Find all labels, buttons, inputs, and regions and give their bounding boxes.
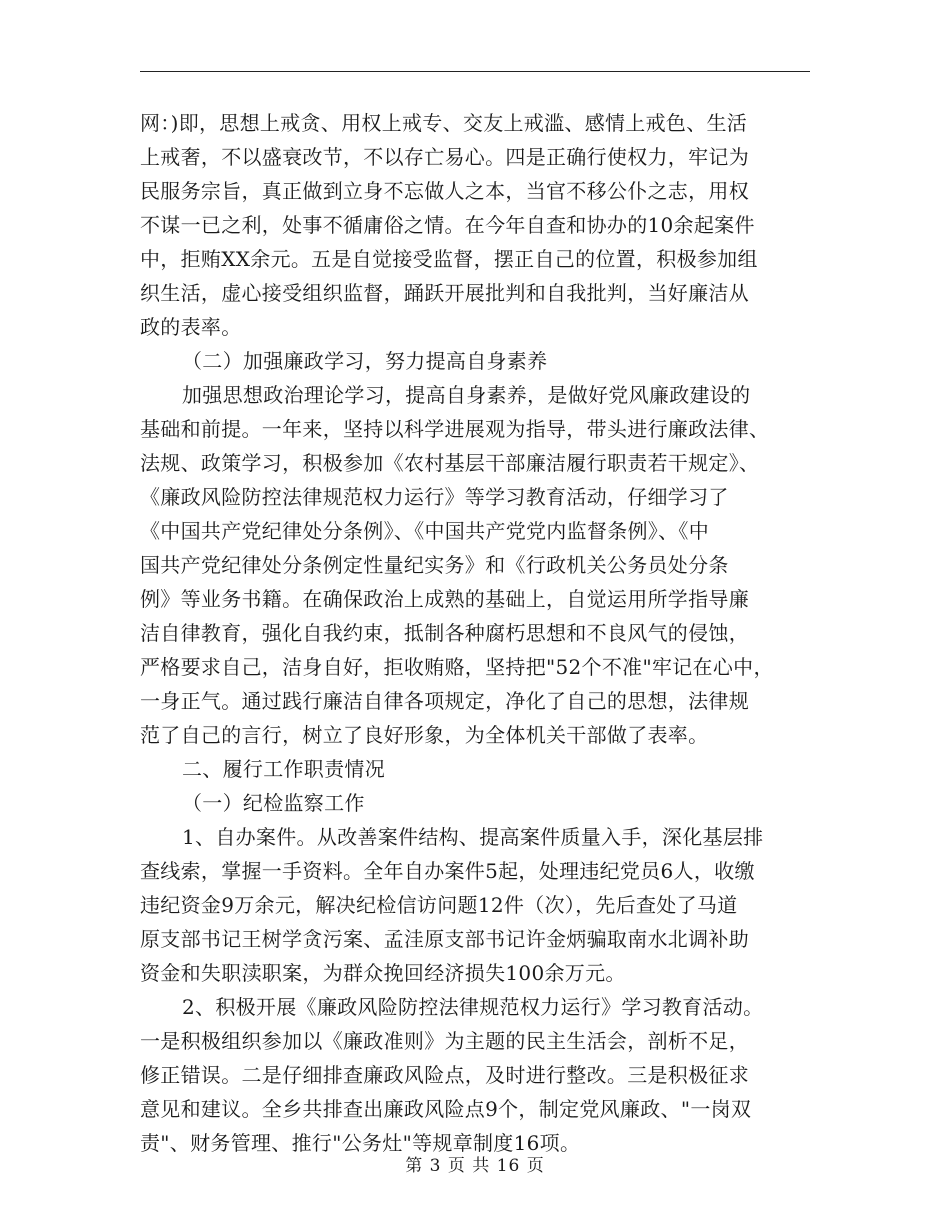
text-line: 洁自律教育，强化自我约束，抵制各种腐朽思想和不良风气的侵蚀， xyxy=(140,621,749,645)
page-number-footer: 第 3 页 共 16 页 xyxy=(405,1156,545,1176)
text-line: 法规、政策学习，积极参加《农村基层干部廉洁履行职责若干规定》、 xyxy=(140,451,760,475)
text-line: 不谋一已之利，处事不循庸俗之情。在今年自查和协办的10余起案件 xyxy=(140,213,755,237)
text-line: （一）纪检监察工作 xyxy=(182,791,365,815)
text-line: 修正错误。二是仔细排查廉政风险点，及时进行整改。三是积极征求 xyxy=(140,1063,749,1087)
text-line: 国共产党纪律处分条例定性量纪实务》和《行政机关公务员处分条 xyxy=(140,553,729,577)
text-line: 原支部书记王树学贪污案、孟洼原支部书记许金炳骗取南水北调补助 xyxy=(140,927,749,951)
text-line: 例》等业务书籍。在确保政治上成熟的基础上，自觉运用所学指导廉 xyxy=(140,587,749,611)
text-line: 一身正气。通过践行廉洁自律各项规定，净化了自己的思想，法律规 xyxy=(140,689,749,713)
header-rule xyxy=(140,71,810,72)
text-line: 查线索，掌握一手资料。全年自办案件5起，处理违纪党员6人，收缴 xyxy=(140,859,755,883)
text-line: 《廉政风险防控法律规范权力运行》等学习教育活动，仔细学习了 xyxy=(140,485,729,509)
text-line: 加强思想政治理论学习，提高自身素养，是做好党风廉政建设的 xyxy=(182,383,751,407)
text-line: 民服务宗旨，真正做到立身不忘做人之本，当官不移公仆之志，用权 xyxy=(140,179,749,203)
text-line: （二）加强廉政学习，努力提高自身素养 xyxy=(182,349,548,373)
text-line: 上戒奢，不以盛衰改节，不以存亡易心。四是正确行使权力，牢记为 xyxy=(140,145,749,169)
text-line: 织生活，虚心接受组织监督，踊跃开展批判和自我批判，当好廉洁从 xyxy=(140,281,749,305)
text-line: 违纪资金9万余元，解决纪检信访问题12件（次），先后查处了马道 xyxy=(140,893,738,917)
text-line: 意见和建议。全乡共排查出廉政风险点9个，制定党风廉政、"一岗双 xyxy=(140,1097,752,1121)
text-line: 网：)即，思想上戒贪、用权上戒专、交友上戒滥、感情上戒色、生活 xyxy=(140,111,748,135)
text-line: 中，拒贿XX余元。五是自觉接受监督，摆正自己的位置，积极参加组 xyxy=(140,247,758,271)
text-line: 基础和前提。一年来，坚持以科学进展观为指导，带头进行廉政法律、 xyxy=(140,417,770,441)
text-line: 资金和失职渎职案，为群众挽回经济损失100余万元。 xyxy=(140,961,626,985)
text-line: 《中国共产党纪律处分条例》、《中国共产党党内监督条例》、《中 xyxy=(140,519,709,543)
text-line: 2、积极开展《廉政风险防控法律规范权力运行》学习教育活动。 xyxy=(182,995,764,1019)
text-line: 二、履行工作职责情况 xyxy=(182,757,385,781)
document-body xyxy=(140,106,810,1160)
text-line: 1、自办案件。从改善案件结构、提高案件质量入手，深化基层排 xyxy=(182,825,764,849)
text-line: 严格要求自己，洁身自好，拒收贿赂，坚持把"52个不准"牢记在心中， xyxy=(140,655,774,679)
text-line: 范了自己的言行，树立了良好形象，为全体机关干部做了表率。 xyxy=(140,723,709,747)
text-line: 一是积极组织参加以《廉政准则》为主题的民主生活会，剖析不足， xyxy=(140,1029,749,1053)
text-line: 责"、财务管理、推行"公务灶"等规章制度16项。 xyxy=(140,1131,581,1155)
text-line: 政的表率。 xyxy=(140,315,242,339)
